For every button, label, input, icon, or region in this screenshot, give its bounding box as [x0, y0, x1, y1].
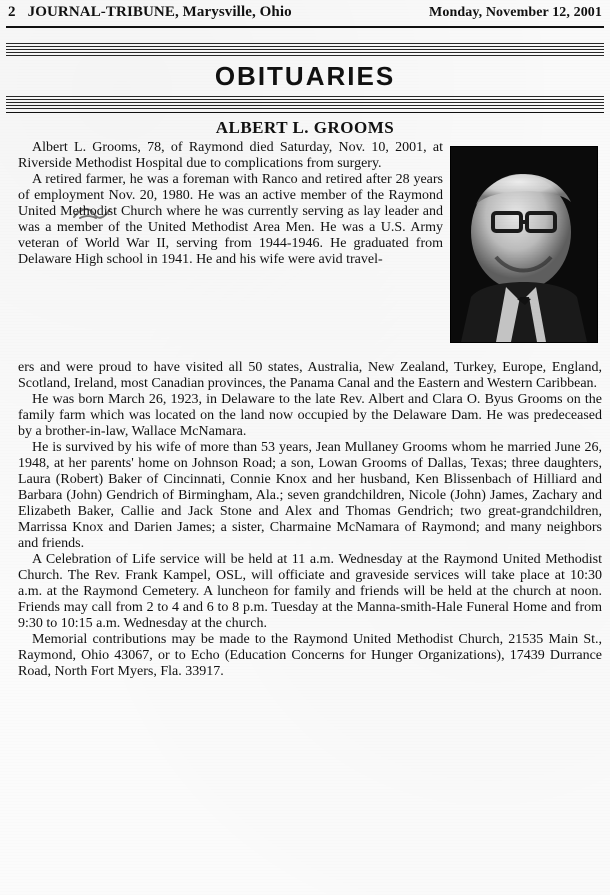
obituary-paragraph: He is survived by his wife of more than 53 years, Jean Mullaney Grooms whom he married June 26, 1948, at her parents' home on Johnson Road; a son, Lowan Grooms of Dallas, Texas; three daughters, Laura (Robert) Baker of Cincinnati, Connie Knox and her husband, Ken Blissenbach of Hilliard and Barbara (John) Gendrich of Birmingham, Ala.; seven grandchildren, Nicole (John) James, Zachary and Elizabeth Baker, Callie and Jack Stone and Alex and Thomas Gendrich; two great-grandchildren, Marrissa Knox and Darien James; a sister, Charmaine McNamara of Raymond; and many neighbors and friends.	[18, 440, 602, 551]
obituary-bottom-text	[18, 360, 602, 680]
masthead	[8, 4, 602, 22]
section-stripe-bottom	[6, 96, 604, 110]
obituary-paragraph: Albert L. Grooms, 78, of Raymond died Saturday, Nov. 10, 2001, at Riverside Methodist Hospital due to complications from surgery.	[18, 140, 443, 171]
masthead-date: Monday, November 12, 2001	[429, 5, 602, 20]
obituary-paragraph: ers and were proud to have visited all 50 states, Australia, New Zealand, Turkey, Europe, England, Scotland, Ireland, most Canadian provinces, the Panama Canal and the Eastern and Western Caribbean.	[18, 360, 602, 391]
section-stripe-top	[6, 43, 604, 57]
portrait-photo-icon	[451, 147, 597, 342]
obituary-paragraph: He was born March 26, 1923, in Delaware to the late Rev. Albert and Clara O. Byus Grooms on the family farm which was located on the land now occupied by the Delaware Dam. He was predeceased by a brother-in-law, Wallace McNamara.	[18, 392, 602, 439]
section-rule	[6, 112, 604, 113]
obituary-name: ALBERT L. GROOMS	[215, 118, 395, 137]
masthead-rule	[6, 26, 604, 28]
obituary-paragraph: Memorial contributions may be made to the Raymond United Methodist Church, 21535 Main St., Raymond, Ohio 43067, or to Echo (Education Concerns for Hunger Organizations), 17439 Durrance Road, North Fort Myers, Fla. 33917.	[18, 632, 602, 679]
page-number: 2	[8, 4, 16, 20]
obituary-top-text	[18, 140, 443, 268]
masthead-left	[8, 4, 292, 21]
portrait-photo	[450, 146, 598, 343]
obituary-paragraph: A Celebration of Life service will be held at 11 a.m. Wednesday at the Raymond United Methodist Church. The Rev. Frank Kampel, OSL, will officiate and graveside services will take place at 10:30 a.m. at the Raymond Cemetery. A luncheon for family and friends will be held at the church at noon. Friends may call from 2 to 4 and 6 to 8 p.m. Tuesday at the Manna-smith-Hale Funeral Home and from 9:30 to 10:15 a.m. Wednesday at the church.	[18, 552, 602, 631]
obituary-paragraph: A retired farmer, he was a foreman with Ranco and retired after 28 years of employment Nov. 20, 1980. He was an active member of the Raymond United Methodist Church where he was currently serving as lay leader and was a member of the United Methodist Area Men. He was a U.S. Army veteran of World War II, serving from 1944-1946. He graduated from Delaware High school in 1941. He and his wife were avid travel-	[18, 172, 443, 267]
section-title: OBITUARIES	[214, 61, 396, 91]
paper-title: JOURNAL-TRIBUNE, Marysville, Ohio	[27, 4, 292, 20]
pencil-mark-icon	[72, 205, 112, 221]
